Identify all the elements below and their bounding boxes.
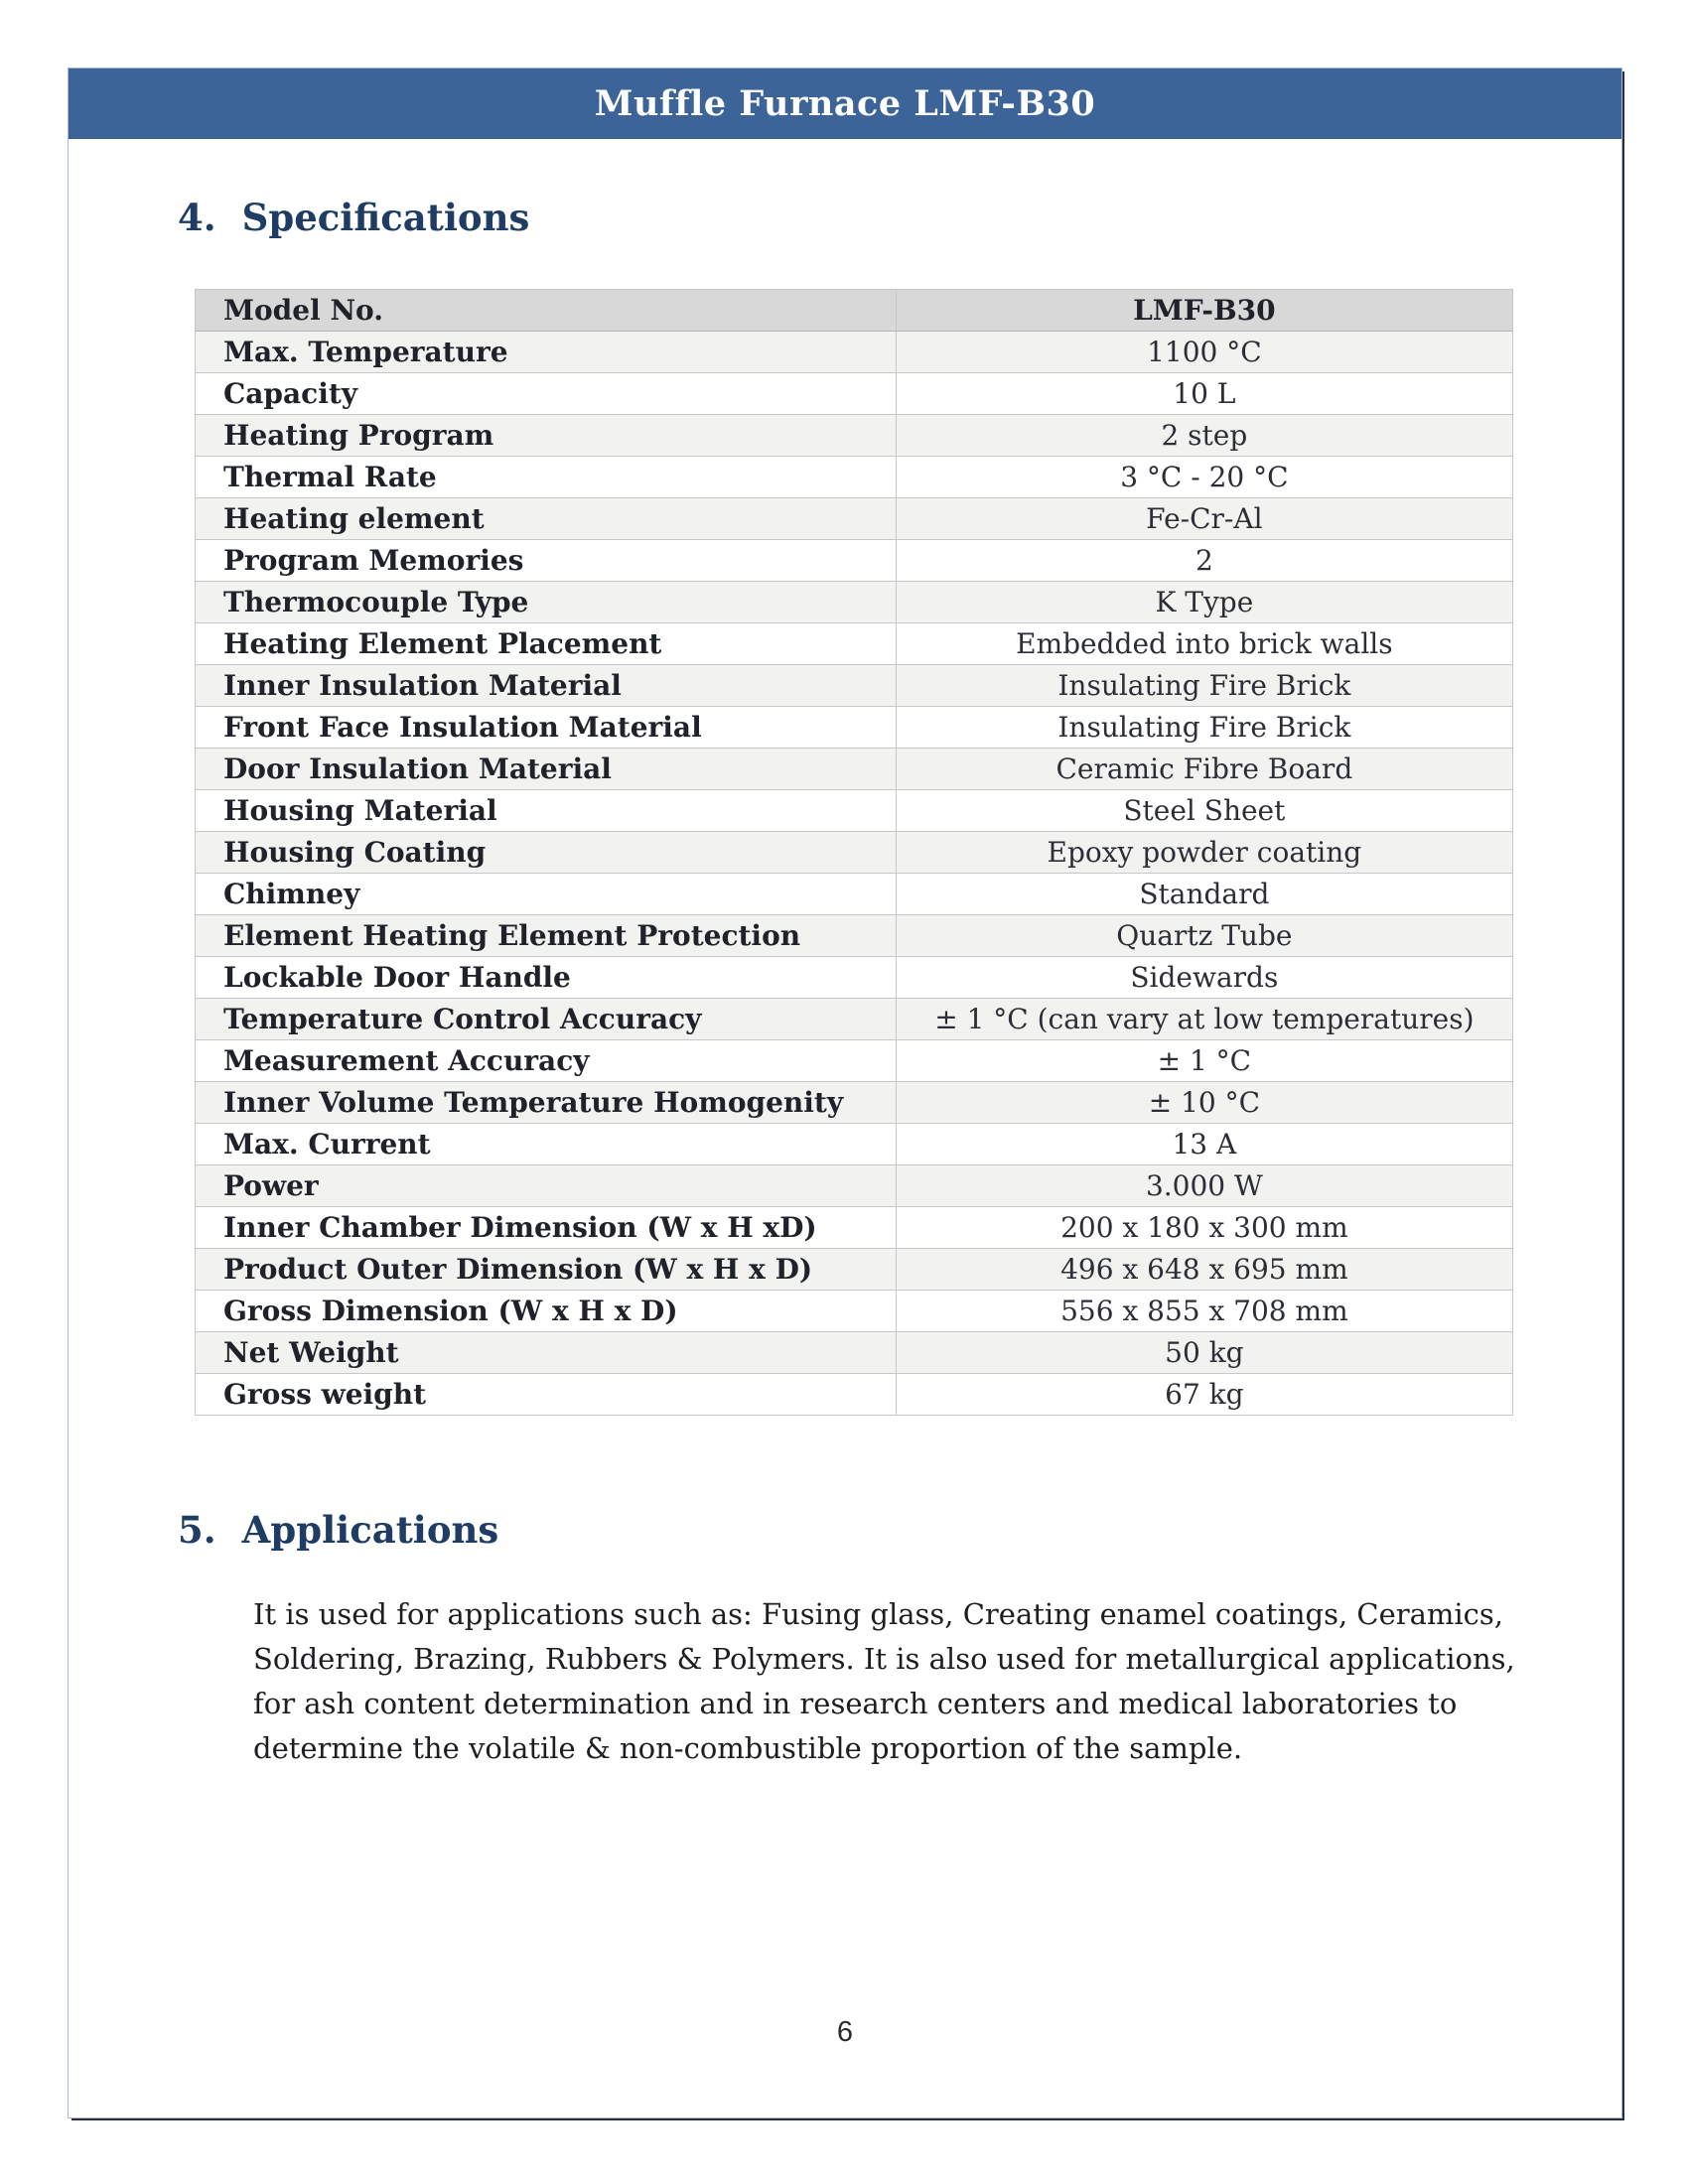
spec-label-cell: Measurement Accuracy bbox=[196, 1040, 897, 1082]
spec-label-cell: Heating Program bbox=[196, 415, 897, 457]
section-title: Specifications bbox=[241, 196, 530, 239]
table-row bbox=[196, 1165, 1513, 1207]
table-row bbox=[196, 457, 1513, 498]
spec-value-cell: 2 bbox=[896, 540, 1512, 582]
spec-label-cell: Max. Current bbox=[196, 1124, 897, 1165]
spec-label-cell: Program Memories bbox=[196, 540, 897, 582]
spec-label-cell: Housing Material bbox=[196, 790, 897, 832]
spec-value-cell: 496 x 648 x 695 mm bbox=[896, 1249, 1512, 1291]
spec-label-cell: Heating Element Placement bbox=[196, 623, 897, 665]
applications-paragraph: It is used for applications such as: Fusing glass, Creating enamel coatings, Ceramics, Soldering, Brazing, Rubbers & Polymers. It is also used for metallurgical applications, for ash content determination and in research centers and medical laboratories to determine the volatile & non-combustible proportion of the sample. bbox=[253, 1597, 1515, 1765]
spec-value-cell: 2 step bbox=[896, 415, 1512, 457]
table-row bbox=[196, 665, 1513, 707]
spec-label-cell: Product Outer Dimension (W x H x D) bbox=[196, 1249, 897, 1291]
spec-label-cell: Door Insulation Material bbox=[196, 749, 897, 790]
spec-value-cell: Sidewards bbox=[896, 957, 1512, 999]
spec-label-cell: Chimney bbox=[196, 874, 897, 915]
spec-value-cell: Standard bbox=[896, 874, 1512, 915]
table-row bbox=[196, 1124, 1513, 1165]
spec-label-cell: Temperature Control Accuracy bbox=[196, 999, 897, 1040]
spec-value-cell: 556 x 855 x 708 mm bbox=[896, 1291, 1512, 1332]
spec-value-cell: Embedded into brick walls bbox=[896, 623, 1512, 665]
spec-value-cell: Steel Sheet bbox=[896, 790, 1512, 832]
table-row bbox=[196, 582, 1513, 623]
spec-value-cell: 50 kg bbox=[896, 1332, 1512, 1374]
spec-value-cell: Insulating Fire Brick bbox=[896, 707, 1512, 749]
table-row bbox=[196, 1082, 1513, 1124]
spec-value-cell: Insulating Fire Brick bbox=[896, 665, 1512, 707]
table-row bbox=[196, 415, 1513, 457]
spec-value-cell: Ceramic Fibre Board bbox=[896, 749, 1512, 790]
document-header-bar bbox=[69, 68, 1621, 139]
spec-label-cell: Heating element bbox=[196, 498, 897, 540]
spec-value-cell: 3 °C - 20 °C bbox=[896, 457, 1512, 498]
specifications-table bbox=[195, 289, 1513, 1416]
spec-value-cell: 1100 °C bbox=[896, 332, 1512, 373]
document-title: Muffle Furnace LMF-B30 bbox=[594, 82, 1096, 124]
spec-table-header-row bbox=[196, 290, 1513, 332]
section-number: 4. bbox=[178, 196, 216, 239]
spec-label-cell: Housing Coating bbox=[196, 832, 897, 874]
spec-label-cell: Inner Chamber Dimension (W x H xD) bbox=[196, 1207, 897, 1249]
spec-label-cell: Model No. bbox=[196, 290, 897, 332]
spec-value-cell: 3.000 W bbox=[896, 1165, 1512, 1207]
spec-label-cell: Gross weight bbox=[196, 1374, 897, 1416]
spec-value-cell: 10 L bbox=[896, 373, 1512, 415]
table-row bbox=[196, 1374, 1513, 1416]
table-row bbox=[196, 832, 1513, 874]
spec-value-cell: ± 1 °C bbox=[896, 1040, 1512, 1082]
table-row bbox=[196, 1040, 1513, 1082]
spec-label-cell: Front Face Insulation Material bbox=[196, 707, 897, 749]
spec-label-cell: Max. Temperature bbox=[196, 332, 897, 373]
spec-table-body bbox=[196, 290, 1513, 1416]
section-heading-applications bbox=[178, 1508, 498, 1552]
spec-label-cell: Thermal Rate bbox=[196, 457, 897, 498]
table-row bbox=[196, 749, 1513, 790]
table-row bbox=[196, 1291, 1513, 1332]
spec-value-cell: 200 x 180 x 300 mm bbox=[896, 1207, 1512, 1249]
spec-label-cell: Inner Volume Temperature Homogenity bbox=[196, 1082, 897, 1124]
page-frame bbox=[68, 68, 1622, 2118]
spec-label-cell: Lockable Door Handle bbox=[196, 957, 897, 999]
table-row bbox=[196, 332, 1513, 373]
table-row bbox=[196, 790, 1513, 832]
spec-value-cell: LMF-B30 bbox=[896, 290, 1512, 332]
table-row bbox=[196, 707, 1513, 749]
spec-label-cell: Thermocouple Type bbox=[196, 582, 897, 623]
spec-value-cell: 13 A bbox=[896, 1124, 1512, 1165]
table-row bbox=[196, 623, 1513, 665]
page-number: 6 bbox=[836, 2016, 854, 2048]
table-row bbox=[196, 915, 1513, 957]
spec-value-cell: Fe-Cr-Al bbox=[896, 498, 1512, 540]
table-row bbox=[196, 540, 1513, 582]
table-row bbox=[196, 999, 1513, 1040]
spec-label-cell: Gross Dimension (W x H x D) bbox=[196, 1291, 897, 1332]
table-row bbox=[196, 1207, 1513, 1249]
table-row bbox=[196, 874, 1513, 915]
table-row bbox=[196, 957, 1513, 999]
spec-value-cell: K Type bbox=[896, 582, 1512, 623]
section-number: 5. bbox=[178, 1508, 216, 1552]
spec-value-cell: Epoxy powder coating bbox=[896, 832, 1512, 874]
section-title: Applications bbox=[241, 1508, 499, 1552]
spec-value-cell: ± 10 °C bbox=[896, 1082, 1512, 1124]
spec-label-cell: Element Heating Element Protection bbox=[196, 915, 897, 957]
section-heading-specifications bbox=[178, 196, 529, 239]
spec-label-cell: Net Weight bbox=[196, 1332, 897, 1374]
spec-value-cell: 67 kg bbox=[896, 1374, 1512, 1416]
spec-label-cell: Inner Insulation Material bbox=[196, 665, 897, 707]
spec-label-cell: Capacity bbox=[196, 373, 897, 415]
table-row bbox=[196, 1332, 1513, 1374]
spec-value-cell: Quartz Tube bbox=[896, 915, 1512, 957]
table-row bbox=[196, 1249, 1513, 1291]
spec-value-cell: ± 1 °C (can vary at low temperatures) bbox=[896, 999, 1512, 1040]
table-row bbox=[196, 373, 1513, 415]
table-row bbox=[196, 498, 1513, 540]
spec-label-cell: Power bbox=[196, 1165, 897, 1207]
